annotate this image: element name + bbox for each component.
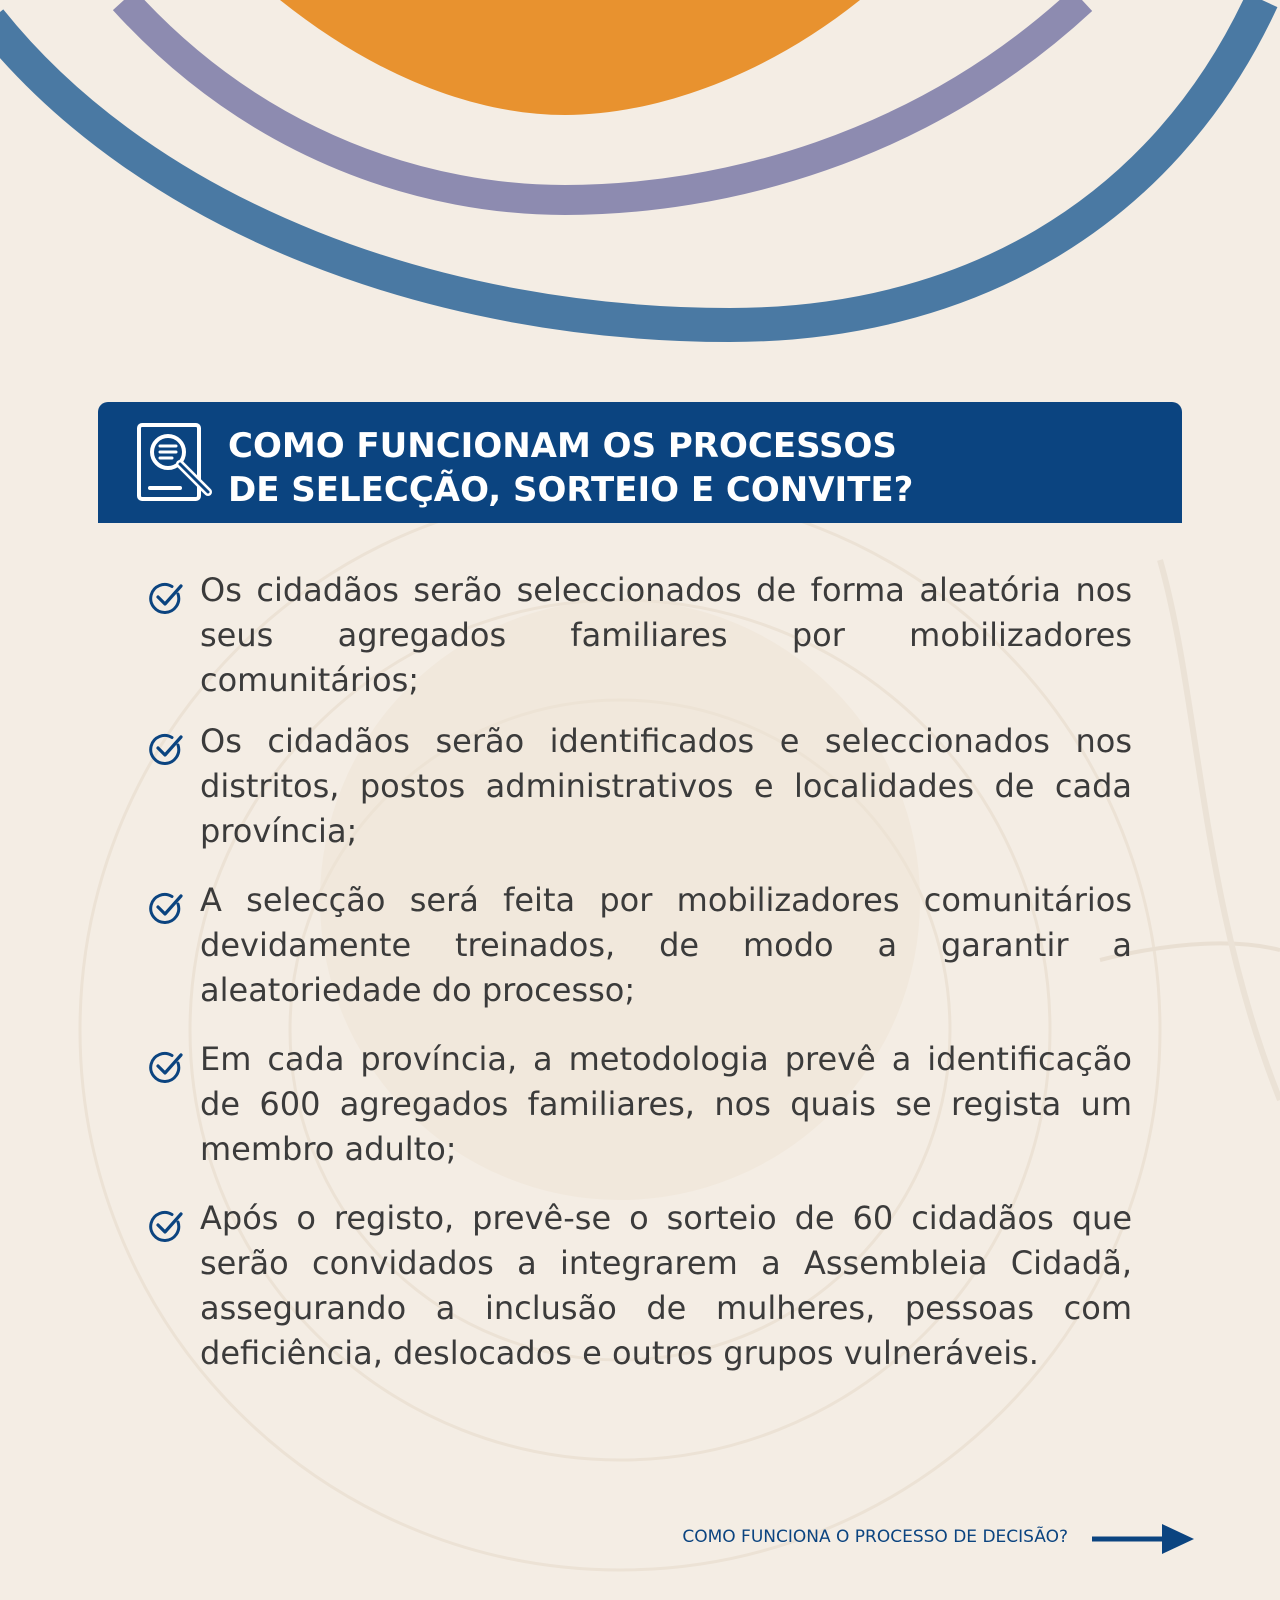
list-item [148,1037,1132,1172]
list-item-text: Após o registo, prevê-se o sorteio de 60 cidadãos que serão convidados a integrarem a Assembleia Cidadã, assegurando a inclusão de mulheres, pessoas com deficiência, deslocados e outros grupos vulneráveis. [200,1199,1132,1372]
section-title [228,424,1158,512]
next-page-link[interactable]: COMO FUNCIONA O PROCESSO DE DECISÃO? [682,1527,1068,1547]
check-circle-icon [148,1208,184,1244]
arrow-right-icon[interactable] [1092,1522,1196,1556]
check-circle-icon [148,580,184,616]
list-item-text: Em cada província, a metodologia prevê a identificação de 600 agregados familiares, nos quais se regista um membro adulto; [200,1040,1132,1168]
orange-arc-decoration [280,0,860,115]
section-title-line-2: DE SELECÇÃO, SORTEIO E CONVITE? [228,470,914,510]
process-steps-list [148,568,1132,1376]
check-circle-icon [148,1049,184,1085]
list-item [148,568,1132,703]
list-item [148,1196,1132,1376]
document-search-icon [136,422,216,504]
list-item [148,719,1132,854]
section-title-line-1: COMO FUNCIONAM OS PROCESSOS [228,426,897,466]
list-item-text: Os cidadãos serão seleccionados de forma aleatória nos seus agregados familiares por mobilizadores comunitários; [200,571,1132,699]
section-header-banner [98,402,1182,523]
background-watermark-wave-2 [1160,560,1280,1100]
check-circle-icon [148,731,184,767]
list-item [148,878,1132,1013]
list-item-text: Os cidadãos serão identificados e seleccionados nos distritos, postos administrativos e localidades de cada província; [200,722,1132,850]
check-circle-icon [148,890,184,926]
list-item-text: A selecção será feita por mobilizadores comunitários devidamente treinados, de modo a garantir a aleatoriedade do processo; [200,881,1132,1009]
